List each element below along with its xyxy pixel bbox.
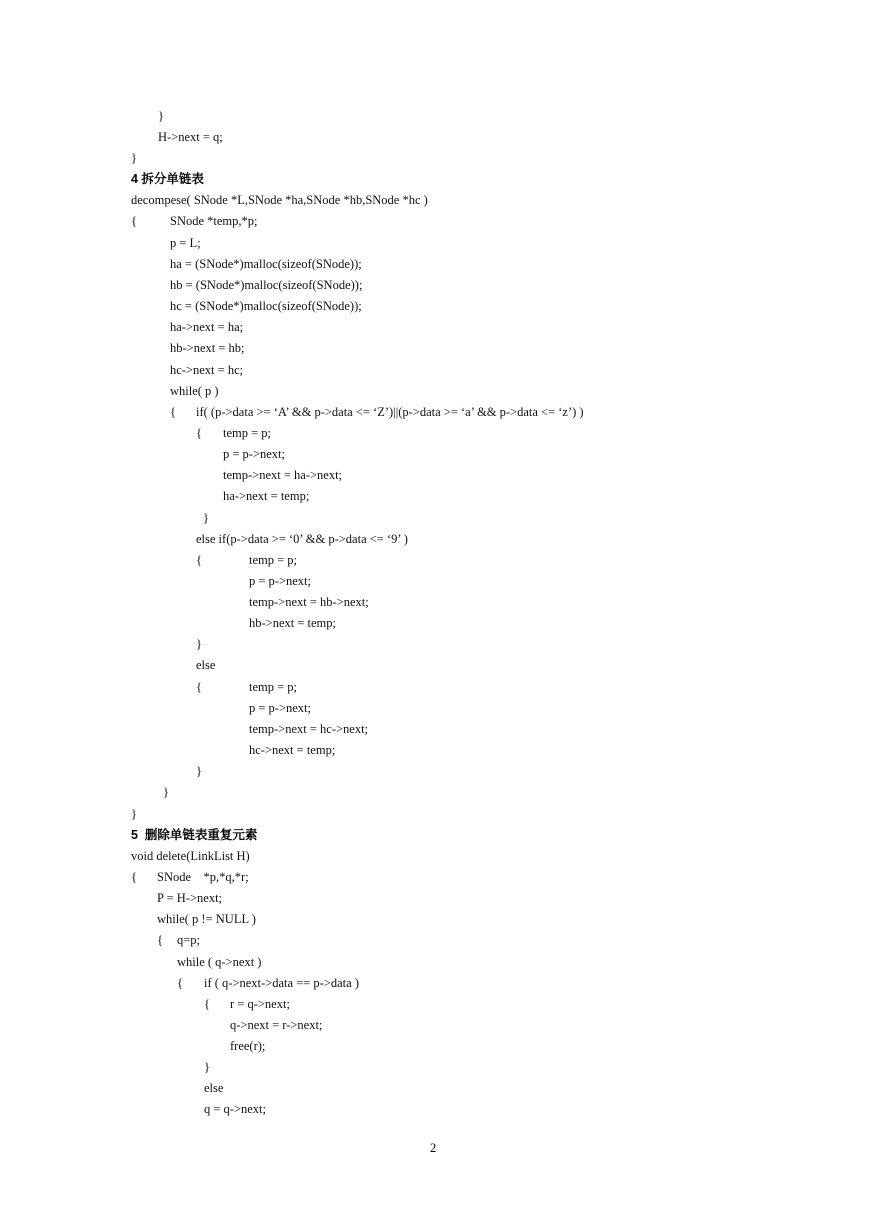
code-line: temp = p;	[223, 426, 272, 440]
code-line: P = H->next;	[157, 891, 223, 905]
code-line: temp->next = hb->next;	[249, 595, 369, 609]
code-line: ha = (SNode*)malloc(sizeof(SNode));	[170, 257, 362, 271]
code-line: hb->next = hb;	[170, 341, 245, 355]
code-line: while( p )	[170, 384, 219, 398]
code-line: {	[157, 933, 163, 947]
code-line: {	[196, 426, 202, 440]
code-line: hb = (SNode*)malloc(sizeof(SNode));	[170, 278, 363, 292]
code-line: p = p->next;	[249, 701, 312, 715]
code-line: }	[204, 1060, 210, 1074]
code-line: hc = (SNode*)malloc(sizeof(SNode));	[170, 299, 362, 313]
code-line: q=p;	[177, 933, 201, 947]
code-line: else	[204, 1081, 224, 1095]
code-line: void delete(LinkList H)	[131, 849, 250, 863]
code-line: else	[196, 658, 216, 672]
code-line: }	[158, 109, 164, 123]
code-line: if( (p->data >= ‘A’ && p->data <= ‘Z’)||(p->data >= ‘a’ && p->data <= ‘z’) )	[196, 405, 584, 419]
code-line: hc->next = temp;	[249, 743, 336, 757]
code-line: }	[163, 785, 169, 799]
code-line: }	[203, 511, 209, 525]
code-line: ha->next = temp;	[223, 489, 310, 503]
code-line: while ( q->next )	[177, 955, 262, 969]
code-line: if ( q->next->data == p->data )	[204, 976, 359, 990]
code-line: temp = p;	[249, 680, 298, 694]
code-line: {	[131, 870, 137, 884]
code-line: SNode *p,*q,*r;	[157, 870, 249, 884]
code-line: temp->next = ha->next;	[223, 468, 343, 482]
code-line: free(r);	[230, 1039, 266, 1053]
code-line: p = L;	[170, 236, 201, 250]
code-line: {	[177, 976, 183, 990]
code-line: {	[204, 997, 210, 1011]
code-line: p = p->next;	[249, 574, 312, 588]
code-line: hb->next = temp;	[249, 616, 336, 630]
code-line: }	[196, 764, 202, 778]
code-line: {	[196, 553, 202, 567]
code-line: while( p != NULL )	[157, 912, 256, 926]
code-line: else if(p->data >= ‘0’ && p->data <= ‘9’ )	[196, 532, 408, 546]
code-line: temp->next = hc->next;	[249, 722, 369, 736]
code-line: hc->next = hc;	[170, 363, 244, 377]
code-line: decompese( SNode *L,SNode *ha,SNode *hb,SNode *hc )	[131, 193, 428, 207]
code-line: SNode *temp,*p;	[170, 214, 258, 228]
section-heading: 5 删除单链表重复元素	[131, 828, 258, 842]
section-heading: 4 拆分单链表	[131, 172, 204, 186]
code-line: q = q->next;	[204, 1102, 267, 1116]
code-line: temp = p;	[249, 553, 298, 567]
code-line: {	[170, 405, 176, 419]
code-line: H->next = q;	[158, 130, 223, 144]
page-number: 2	[430, 1141, 437, 1155]
code-line: }	[131, 807, 137, 821]
code-line: p = p->next;	[223, 447, 286, 461]
code-line: }	[131, 151, 137, 165]
code-line: {	[196, 680, 202, 694]
code-line: ha->next = ha;	[170, 320, 244, 334]
code-line: r = q->next;	[230, 997, 290, 1011]
code-line: }	[196, 637, 202, 651]
code-line: q->next = r->next;	[230, 1018, 323, 1032]
code-line: {	[131, 214, 137, 228]
